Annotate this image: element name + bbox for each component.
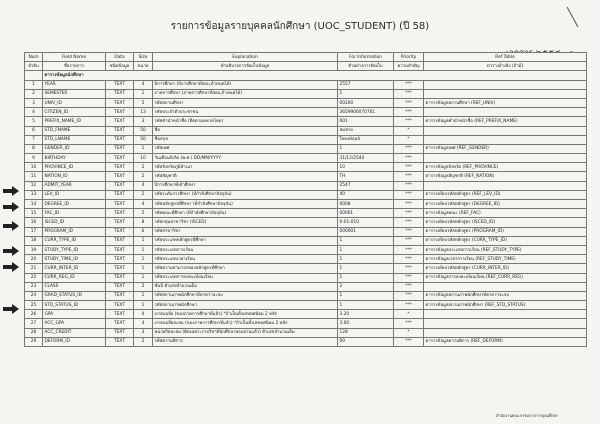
cell-example: 0-01-010 xyxy=(338,218,394,227)
cell-num: 23 xyxy=(25,282,43,291)
table-row xyxy=(25,163,587,172)
cell-example: 40 xyxy=(338,190,394,199)
cell-ref-table: ตารางข้อมูลคำนำหน้าชื่อ (REF_PREFIX_NAME) xyxy=(424,117,587,126)
cell-explanation: ปีการศึกษาที่เข้าศึกษา xyxy=(153,181,338,190)
cell-size: 8 xyxy=(134,218,153,227)
cell-priority: *** xyxy=(394,264,424,273)
cell-data-type: TEXT xyxy=(106,135,134,144)
cell-data-type: TEXT xyxy=(106,245,134,254)
cell-field-name: UNIV_ID xyxy=(43,98,106,107)
cell-ref-table: ตารางเทียบรหัสหลักสูตร (ISCED_ID) xyxy=(424,218,587,227)
cell-explanation: วันเดือนปีเกิด (พ.ศ.) DD/MM/YYYY xyxy=(153,154,338,163)
cell-explanation: รหัสจังหวัดภูมิลำเนา xyxy=(153,163,338,172)
cell-priority: *** xyxy=(394,80,424,89)
cell-ref-table: ตารางข้อมูลประเภทการเรียน (REF_STUDY_TYPE) xyxy=(424,245,587,254)
cell-field-name: CURR_REG_ID xyxy=(43,273,106,282)
header-example: For Information xyxy=(338,53,394,62)
cell-num: 15 xyxy=(25,209,43,218)
cell-ref-table xyxy=(424,135,587,144)
cell-num: 16 xyxy=(25,218,43,227)
header-data-type: Data xyxy=(106,53,134,62)
cell-priority: *** xyxy=(394,172,424,181)
cell-data-type: TEXT xyxy=(106,172,134,181)
table-row xyxy=(25,117,587,126)
cell-field-name: NATION_ID xyxy=(43,172,106,181)
cell-example: 1 xyxy=(338,291,394,300)
cell-num: 25 xyxy=(25,301,43,310)
cell-ref-table: ตารางเทียบรหัสหลักสูตร (PROGRAM_ID) xyxy=(424,227,587,236)
table-row xyxy=(25,236,587,245)
cell-example: 1 xyxy=(338,144,394,153)
cell-explanation: ภาคการศึกษา (ภาคการศึกษาที่สอบ,ถ้าทนคได้) xyxy=(153,89,338,98)
pen-mark-icon xyxy=(566,6,580,28)
cell-explanation: รหัสประเภทหลักสูตรที่ศึกษา xyxy=(153,236,338,245)
cell-explanation: รหัสประเภทการลงทะเบียนเรียน xyxy=(153,273,338,282)
cell-ref-table xyxy=(424,108,587,117)
cell-size: 2 xyxy=(134,172,153,181)
cell-priority: *** xyxy=(394,291,424,300)
cell-priority: *** xyxy=(394,200,424,209)
cell-data-type: TEXT xyxy=(106,319,134,328)
arrow-marker-icon xyxy=(3,186,19,196)
cell-priority: * xyxy=(394,328,424,337)
cell-field-name: LEV_ID xyxy=(43,190,106,199)
header-data-type: ชนิดข้อมูล xyxy=(106,62,134,71)
cell-data-type: TEXT xyxy=(106,236,134,245)
cell-ref-table xyxy=(424,80,587,89)
cell-field-name: BIRTHDAY xyxy=(43,154,106,163)
cell-num: 8 xyxy=(25,144,43,153)
cell-example: 000001 xyxy=(338,227,394,236)
cell-num: 10 xyxy=(25,163,43,172)
cell-size: 1 xyxy=(134,264,153,273)
cell-ref-table: ตารางเทียบรหัสหลักสูตร (REF_LEV_ID) xyxy=(424,190,587,199)
cell-num: 14 xyxy=(25,200,43,209)
cell-num: 4 xyxy=(25,108,43,117)
cell-field-name: STD_STATUS_ID xyxy=(43,301,106,310)
cell-field-name: DEGREE_ID xyxy=(43,200,106,209)
cell-data-type: TEXT xyxy=(106,117,134,126)
cell-example: สมชาย xyxy=(338,126,394,135)
cell-priority: *** xyxy=(394,273,424,282)
cell-size: 6 xyxy=(134,227,153,236)
cell-example: 001 xyxy=(338,117,394,126)
header-num: Num xyxy=(25,53,43,62)
cell-example: 00001 xyxy=(338,209,394,218)
cell-priority: *** xyxy=(394,181,424,190)
cell-explanation: รหัสสาขาวิชา xyxy=(153,227,338,236)
cell-field-name: DEFORM_ID xyxy=(43,337,106,346)
table-row xyxy=(25,319,587,328)
cell-priority: *** xyxy=(394,218,424,227)
table-row xyxy=(25,218,587,227)
cell-example: 1 xyxy=(338,89,394,98)
cell-data-type: TEXT xyxy=(106,163,134,172)
cell-num: 18 xyxy=(25,236,43,245)
cell-size: 2 xyxy=(134,337,153,346)
arrow-marker-icon xyxy=(3,202,19,212)
cell-priority: *** xyxy=(394,255,424,264)
cell-data-type: TEXT xyxy=(106,98,134,107)
cell-num: 19 xyxy=(25,245,43,254)
cell-priority: * xyxy=(394,135,424,144)
header-field-name: ชื่อรายการ xyxy=(43,62,106,71)
cell-data-type: TEXT xyxy=(106,264,134,273)
cell-size: 50 xyxy=(134,126,153,135)
cell-example: 10 xyxy=(338,163,394,172)
cell-field-name: PROGRAM_ID xyxy=(43,227,106,236)
cell-explanation: ชื่อ xyxy=(153,126,338,135)
field-spec-table xyxy=(24,52,587,347)
cell-num: 20 xyxy=(25,255,43,264)
cell-data-type: TEXT xyxy=(106,144,134,153)
cell-priority: *** xyxy=(394,236,424,245)
cell-example: 128 xyxy=(338,328,394,337)
cell-num: 1 xyxy=(25,80,43,89)
table-row xyxy=(25,126,587,135)
cell-ref-table: ตารางข้อมูลเวลาการเรียน (REF_STUDY_TIME) xyxy=(424,255,587,264)
cell-priority: *** xyxy=(394,319,424,328)
cell-field-name: GENDER_ID xyxy=(43,144,106,153)
cell-example: 00200 xyxy=(338,98,394,107)
cell-field-name: ACC_GPA xyxy=(43,319,106,328)
cell-ref-table: ตารางเทียบรหัสหลักสูตร (CURR_TYPE_ID) xyxy=(424,236,587,245)
cell-data-type: TEXT xyxy=(106,337,134,346)
cell-example: 3.20 xyxy=(338,310,394,319)
cell-size: 1 xyxy=(134,301,153,310)
document-title: รายการข้อมูลรายบุคคลนักศึกษา (UOC_STUDENT) (ปี 58) xyxy=(170,21,430,32)
cell-size: 1 xyxy=(134,144,153,153)
cell-ref-table: ตารางข้อมูลสถานภาพนักศึกษา (REF_STD_STATUS) xyxy=(424,301,587,310)
table-row xyxy=(25,209,587,218)
cell-priority: *** xyxy=(394,209,424,218)
cell-num: 7 xyxy=(25,135,43,144)
cell-ref-table xyxy=(424,126,587,135)
cell-explanation: ชั้นปี ตัวเลขจำนวนเต็ม xyxy=(153,282,338,291)
cell-priority: *** xyxy=(394,154,424,163)
cell-data-type: TEXT xyxy=(106,108,134,117)
cell-field-name: STD_LNAME xyxy=(43,135,106,144)
cell-field-name: CLASS xyxy=(43,282,106,291)
cell-size: 50 xyxy=(134,135,153,144)
cell-data-type: TEXT xyxy=(106,154,134,163)
cell-example: 3.00 xyxy=(338,319,394,328)
cell-field-name: PREFIX_NAME_ID xyxy=(43,117,106,126)
cell-priority: *** xyxy=(394,117,424,126)
header-priority: Priority xyxy=(394,53,424,62)
header-explanation: คำอธิบายการจัดเก็บข้อมูล xyxy=(153,62,338,71)
cell-field-name: STD_FNAME xyxy=(43,126,106,135)
cell-num: 6 xyxy=(25,126,43,135)
table-row xyxy=(25,273,587,282)
cell-ref-table: ตารางเทียบรหัสหลักสูตร (CURR_INTER_ID) xyxy=(424,264,587,273)
cell-size: 1 xyxy=(134,89,153,98)
cell-priority: * xyxy=(394,310,424,319)
group-row xyxy=(25,71,587,80)
cell-ref-table: ตารางข้อมูลจังหวัด (REF_PROVINCE) xyxy=(424,163,587,172)
table-row xyxy=(25,301,587,310)
cell-size: 4 xyxy=(134,80,153,89)
table-row xyxy=(25,255,587,264)
arrow-marker-icon xyxy=(3,246,19,256)
table-row xyxy=(25,80,587,89)
cell-data-type: TEXT xyxy=(106,218,134,227)
cell-size: 4 xyxy=(134,200,153,209)
cell-explanation: หน่วยกิตสะสม (คิดเฉพาะรายวิชาที่นักศึกษาสอบผ่านแล้ว) ตัวเลขจำนวนเต็ม xyxy=(153,328,338,337)
cell-priority: *** xyxy=(394,108,424,117)
header-explanation: Explanation xyxy=(153,53,338,62)
cell-data-type: TEXT xyxy=(106,273,134,282)
cell-field-name: SEMESTER xyxy=(43,89,106,98)
cell-field-name: PROVINCE_ID xyxy=(43,163,106,172)
cell-data-type: TEXT xyxy=(106,255,134,264)
cell-example: 1 xyxy=(338,236,394,245)
cell-num: 27 xyxy=(25,319,43,328)
cell-num: 17 xyxy=(25,227,43,236)
table-row xyxy=(25,108,587,117)
table-row xyxy=(25,144,587,153)
table-row xyxy=(25,190,587,199)
cell-ref-table: ตารางข้อมูลสถานภาพนักศึกษาที่คาดว่าจะจบ xyxy=(424,291,587,300)
cell-field-name: ADMIT_YEAR xyxy=(43,181,106,190)
cell-priority: *** xyxy=(394,227,424,236)
cell-data-type: TEXT xyxy=(106,301,134,310)
table-row xyxy=(25,337,587,346)
table-row xyxy=(25,135,587,144)
cell-ref-table: ตารางเทียบรหัสหลักสูตร (DEGREE_ID) xyxy=(424,200,587,209)
cell-explanation: รหัสหลักสูตรที่ศึกษา (ที่กำลังศึกษาปัจจุบัน) xyxy=(153,200,338,209)
cell-data-type: TEXT xyxy=(106,200,134,209)
cell-priority: *** xyxy=(394,190,424,199)
cell-size: 5 xyxy=(134,98,153,107)
cell-example: 31/12/2540 xyxy=(338,154,394,163)
cell-data-type: TEXT xyxy=(106,310,134,319)
cell-data-type: TEXT xyxy=(106,282,134,291)
cell-num: 2 xyxy=(25,89,43,98)
cell-size: 4 xyxy=(134,181,153,190)
cell-priority: *** xyxy=(394,98,424,107)
header-ref-table: Ref Table xyxy=(424,53,587,62)
cell-num: 9 xyxy=(25,154,43,163)
cell-ref-table xyxy=(424,181,587,190)
cell-field-name: YEAR xyxy=(43,80,106,89)
cell-ref-table xyxy=(424,154,587,163)
cell-size: 10 xyxy=(134,154,153,163)
cell-data-type: TEXT xyxy=(106,190,134,199)
cell-explanation: ชื่อสกุล xyxy=(153,135,338,144)
cell-size: 1 xyxy=(134,291,153,300)
cell-explanation: รหัสคณะที่ศึกษา (ที่กำลังศึกษาปัจจุบัน) xyxy=(153,209,338,218)
cell-ref-table: ตารางข้อมูลคณะ (REF_FAC) xyxy=(424,209,587,218)
cell-priority: *** xyxy=(394,163,424,172)
cell-example: 2 xyxy=(338,282,394,291)
cell-ref-table xyxy=(424,328,587,337)
table-row xyxy=(25,328,587,337)
cell-example: 2547 xyxy=(338,181,394,190)
arrow-marker-icon xyxy=(3,221,19,231)
cell-explanation: รหัสสถานศึกษา xyxy=(153,98,338,107)
cell-ref-table: ตารางข้อมูลสัญชาติ (REF_NATION) xyxy=(424,172,587,181)
cell-field-name: FAC_ID xyxy=(43,209,106,218)
table-row xyxy=(25,181,587,190)
cell-field-name: ISCED_ID xyxy=(43,218,106,227)
cell-num: 21 xyxy=(25,264,43,273)
table-row xyxy=(25,227,587,236)
cell-example: 1 xyxy=(338,255,394,264)
cell-num: 3 xyxy=(25,98,43,107)
cell-field-name: GPA xyxy=(43,310,106,319)
cell-priority: *** xyxy=(394,89,424,98)
cell-explanation: รหัสสถานภาพนักศึกษาที่คาดว่าจะจบ xyxy=(153,291,338,300)
header-example: ตัวอย่างการจัดเก็บ xyxy=(338,62,394,71)
cell-field-name: STUDY_TYPE_ID xyxy=(43,245,106,254)
cell-size: 1 xyxy=(134,255,153,264)
cell-priority: *** xyxy=(394,337,424,346)
cell-field-name: CURR_INTER_ID xyxy=(43,264,106,273)
table-row xyxy=(25,310,587,319)
cell-priority: * xyxy=(394,126,424,135)
cell-ref-table: ตารางข้อมูลการลงทะเบียนเรียน (REF_CURR_REG) xyxy=(424,273,587,282)
cell-data-type: TEXT xyxy=(106,209,134,218)
cell-num: 24 xyxy=(25,291,43,300)
header-row-th xyxy=(25,62,587,71)
cell-size: 2 xyxy=(134,282,153,291)
cell-field-name: CURR_TYPE_ID xyxy=(43,236,106,245)
header-num: ลำดับ xyxy=(25,62,43,71)
cell-explanation: รหัสประเภทการเรียน xyxy=(153,245,338,254)
cell-data-type: TEXT xyxy=(106,80,134,89)
header-priority: ความสำคัญ xyxy=(394,62,424,71)
table-row xyxy=(25,98,587,107)
cell-size: 13 xyxy=(134,108,153,117)
cell-example: 1 xyxy=(338,301,394,310)
table-row xyxy=(25,282,587,291)
cell-data-type: TEXT xyxy=(106,181,134,190)
cell-priority: *** xyxy=(394,301,424,310)
cell-num: 29 xyxy=(25,337,43,346)
cell-explanation: เกรดเฉลี่ยสะสม (ของภาคการศึกษาที่แล้ว) *ถ้าเป็นทั้งเลขทศนิยม 2 หลัก xyxy=(153,319,338,328)
cell-example: 1 xyxy=(338,273,394,282)
cell-ref-table xyxy=(424,282,587,291)
cell-data-type: TEXT xyxy=(106,89,134,98)
table-row xyxy=(25,264,587,273)
cell-size: 1 xyxy=(134,236,153,245)
cell-size: 3 xyxy=(134,328,153,337)
cell-priority: *** xyxy=(394,144,424,153)
table-row xyxy=(25,172,587,181)
cell-size: 3 xyxy=(134,117,153,126)
cell-size: 2 xyxy=(134,190,153,199)
cell-example: 2557 xyxy=(338,80,394,89)
cell-explanation: รหัสระดับการศึกษา (ที่กำลังศึกษาปัจจุบัน) xyxy=(153,190,338,199)
cell-num: 26 xyxy=(25,310,43,319)
cell-num: 13 xyxy=(25,190,43,199)
header-size: ขนาด xyxy=(134,62,153,71)
cell-field-name: CITIZEN_ID xyxy=(43,108,106,117)
cell-explanation: รหัสคำนำหน้าชื่อ (ยึดตามมหาดไทย) xyxy=(153,117,338,126)
header-row-en xyxy=(25,53,587,62)
cell-data-type: TEXT xyxy=(106,328,134,337)
cell-size: 2 xyxy=(134,163,153,172)
cell-ref-table: ตารางข้อมูลเพศ (REF_GENDER) xyxy=(424,144,587,153)
cell-explanation: รหัสความพิการ xyxy=(153,337,338,346)
cell-priority: *** xyxy=(394,245,424,254)
group-label: ตารางข้อมูลนักศึกษา xyxy=(43,71,587,80)
cell-size: 4 xyxy=(134,319,153,328)
cell-ref-table xyxy=(424,89,587,98)
cell-example: 1 xyxy=(338,264,394,273)
header-field-name: Field Name xyxy=(43,53,106,62)
header-ref-table: ตารางอ้างอิง (ถ้ามี) xyxy=(424,62,587,71)
table-row xyxy=(25,291,587,300)
table-row xyxy=(25,89,587,98)
cell-data-type: TEXT xyxy=(106,291,134,300)
cell-example: ใจหงษ์กุมย์ xyxy=(338,135,394,144)
cell-example: 00 xyxy=(338,337,394,346)
cell-ref-table: ตารางข้อมูลความพิการ (REF_DEFORM) xyxy=(424,337,587,346)
cell-priority: *** xyxy=(394,282,424,291)
cell-example: 1 xyxy=(338,245,394,254)
cell-example: 3659900070761 xyxy=(338,108,394,117)
cell-size: 1 xyxy=(134,273,153,282)
header-size: Size xyxy=(134,53,153,62)
cell-num: 11 xyxy=(25,172,43,181)
cell-num: 5 xyxy=(25,117,43,126)
table-row xyxy=(25,245,587,254)
cell-size: 4 xyxy=(134,310,153,319)
cell-explanation: รหัสประจำตัวประชาชน xyxy=(153,108,338,117)
cell-ref-table xyxy=(424,310,587,319)
cell-explanation: รหัสความสามารถของหลักสูตรที่ศึกษา xyxy=(153,264,338,273)
footnote: สำนักงานคณะกรรมการการอุดมศึกษา xyxy=(496,413,559,418)
cell-data-type: TEXT xyxy=(106,227,134,236)
cell-num: 22 xyxy=(25,273,43,282)
cell-field-name: ACC_CREDIT xyxy=(43,328,106,337)
cell-field-name: STUDY_TIME_ID xyxy=(43,255,106,264)
cell-example: TH xyxy=(338,172,394,181)
cell-explanation: รหัสกลุ่มสาขาวิชา (ISCED) xyxy=(153,218,338,227)
cell-num: 28 xyxy=(25,328,43,337)
cell-field-name: GRAD_STATUS_ID xyxy=(43,291,106,300)
arrow-marker-icon xyxy=(3,262,19,272)
cell-size: 5 xyxy=(134,209,153,218)
cell-explanation: เกรดเฉลี่ย (ของภาคการศึกษาที่แล้ว) *ถ้าเป็นทั้งเลขทศนิยม 2 หลัก xyxy=(153,310,338,319)
cell-explanation: ปีการศึกษา (ปีการศึกษาที่สอบ,ถ้าทนคได้) xyxy=(153,80,338,89)
arrow-marker-icon xyxy=(3,304,19,314)
table-row xyxy=(25,200,587,209)
cell-explanation: รหัสเพศ xyxy=(153,144,338,153)
cell-data-type: TEXT xyxy=(106,126,134,135)
cell-ref-table xyxy=(424,319,587,328)
cell-example: 0008 xyxy=(338,200,394,209)
cell-num: 12 xyxy=(25,181,43,190)
cell-ref-table: ตารางข้อมูลสถานศึกษา (REF_UNIV) xyxy=(424,98,587,107)
cell-explanation: รหัสสัญชาติ xyxy=(153,172,338,181)
cell-explanation: รหัสสถานภาพนักศึกษา xyxy=(153,301,338,310)
table-row xyxy=(25,154,587,163)
cell-size: 1 xyxy=(134,245,153,254)
cell-explanation: รหัสประเภทเวลาเรียน xyxy=(153,255,338,264)
